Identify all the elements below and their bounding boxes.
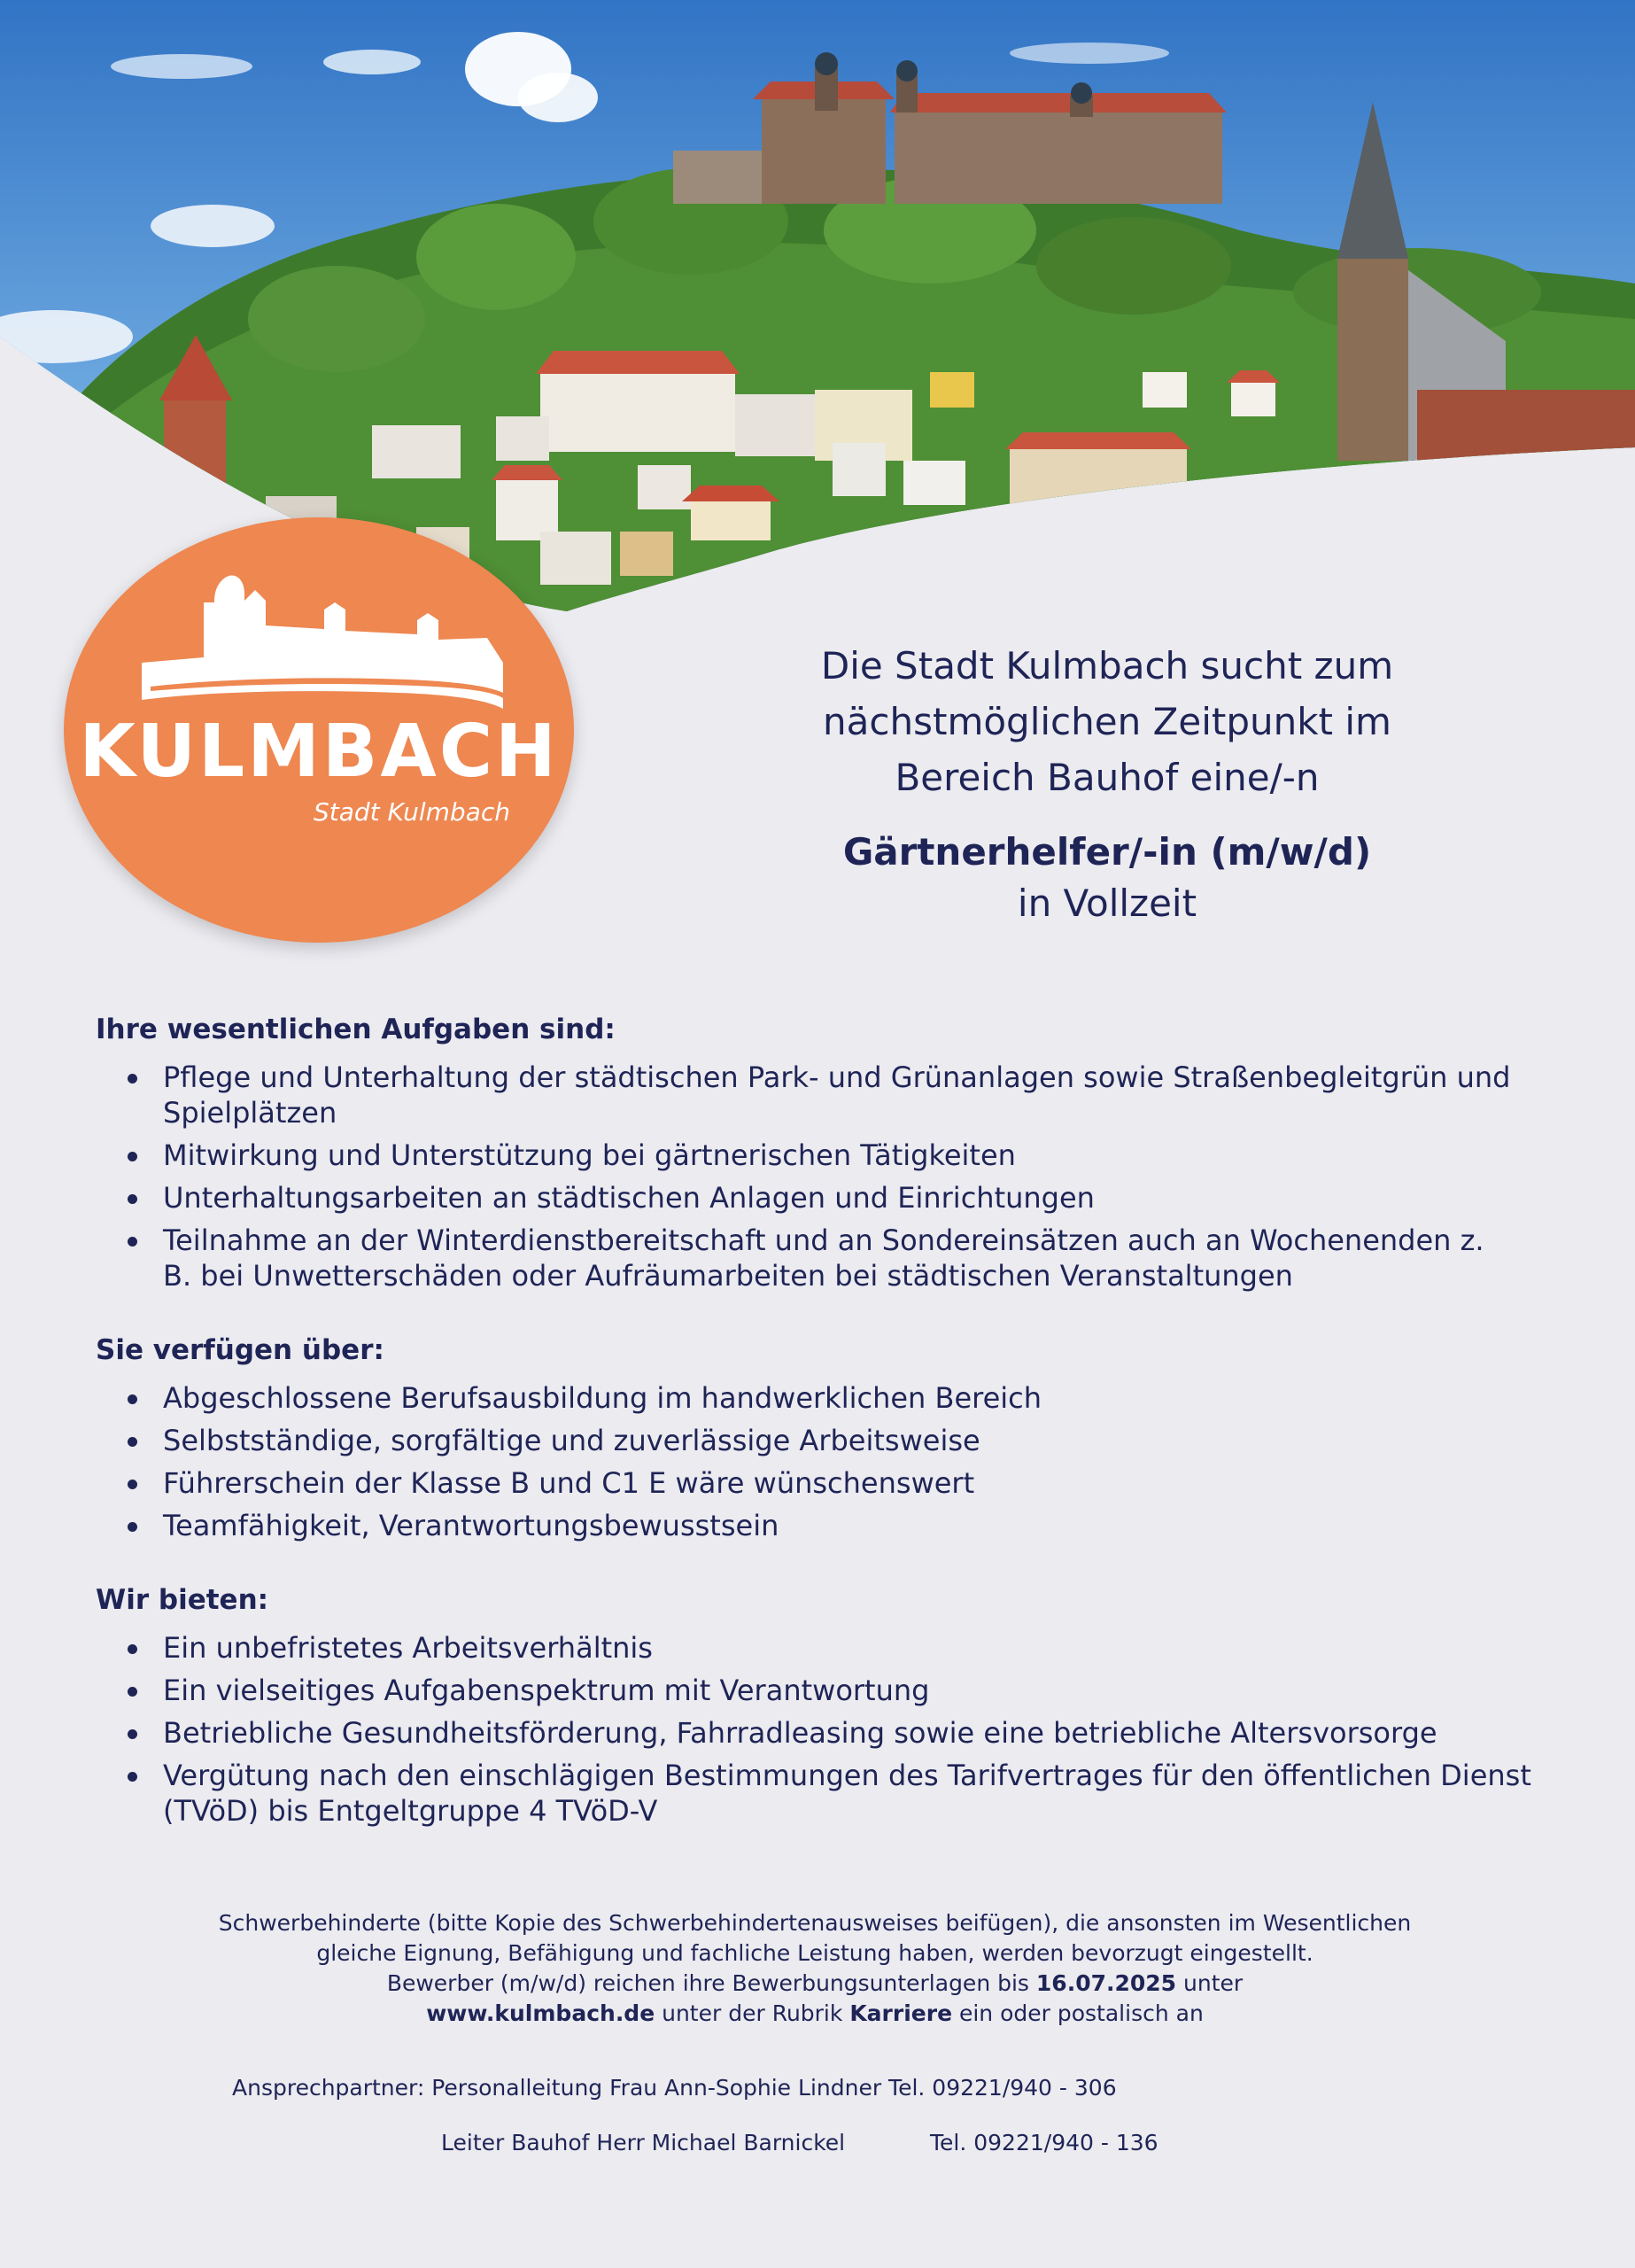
footer-text: ein oder postalisch an: [952, 2000, 1204, 2026]
deadline-date: 16.07.2025: [1035, 1970, 1177, 1996]
intro-line-3: Bereich Bauhof eine/-n: [895, 756, 1320, 799]
footer-text: unter: [1176, 1970, 1244, 1996]
list-item: Teamfähigkeit, Verantwortungsbewusstsein: [163, 1508, 1566, 1543]
list-item: Unterhaltungsarbeiten an städtischen Anlagen und Einrichtungen: [163, 1180, 1566, 1216]
footer-line-1: Schwerbehinderte (bitte Kopie des Schwerbehindertenausweises beifügen), die ansonsten im Wesentlichen: [218, 1910, 1412, 1936]
rubric-name: Karriere: [849, 2000, 953, 2026]
logo-subtitle: Stadt Kulmbach: [313, 797, 510, 827]
list-item: Pflege und Unterhaltung der städtischen Park- und Grünanlagen sowie Straßenbegleitgrün und Spielplätzen: [163, 1060, 1566, 1130]
list-item: Teilnahme an der Winterdienstbereitschaft und an Sondereinsätzen auch an Wochenenden z. B. bei Unwetterschäden oder Aufräumarbeiten bei städtischen Veranstaltungen: [163, 1223, 1566, 1293]
task-list: [96, 1060, 1566, 1293]
job-details: [96, 1012, 1566, 1836]
section-offer: [96, 1582, 1566, 1829]
list-item: Ein vielseitiges Aufgabenspektrum mit Verantwortung: [163, 1673, 1566, 1708]
intro-line-1: Die Stadt Kulmbach sucht zum: [820, 644, 1394, 687]
footer-text: Bewerber (m/w/d) reichen ihre Bewerbungsunterlagen bis: [386, 1970, 1036, 1996]
list-item: Mitwirkung und Unterstützung bei gärtnerischen Tätigkeiten: [163, 1138, 1566, 1173]
section-heading: Ihre wesentlichen Aufgaben sind:: [96, 1014, 616, 1045]
castle-silhouette-icon: [133, 558, 505, 718]
footer-line-2: gleiche Eignung, Befähigung und fachliche Leistung haben, werden bevorzugt eingestellt.: [316, 1940, 1313, 1966]
section-tasks: [96, 1012, 1566, 1293]
list-item: Ein unbefristetes Arbeitsverhältnis: [163, 1630, 1566, 1666]
contact-personnel: Ansprechpartner: Personalleitung Frau Ann-Sophie Lindner Tel. 09221/940 - 306: [232, 2075, 1117, 2101]
kulmbach-logo: [64, 517, 574, 943]
intro-line-2: nächstmöglichen Zeitpunkt im: [823, 700, 1391, 743]
list-item: Vergütung nach den einschlägigen Bestimmungen des Tarifvertrages für den öffentlichen Dienst (TVöD) bis Entgeltgruppe 4 TVöD-V: [163, 1758, 1566, 1829]
job-intro: [691, 638, 1523, 929]
list-item: Führerschein der Klasse B und C1 E wäre wünschenswert: [163, 1465, 1566, 1501]
list-item: Abgeschlossene Berufsausbildung im handwerklichen Bereich: [163, 1380, 1566, 1416]
section-heading: Wir bieten:: [96, 1584, 269, 1616]
logo-wordmark: KULMBACH: [79, 710, 559, 794]
website-link[interactable]: www.kulmbach.de: [426, 2000, 655, 2026]
list-item: Betriebliche Gesundheitsförderung, Fahrradleasing sowie eine betriebliche Altersvorsorge: [163, 1715, 1566, 1751]
footer-text: unter der Rubrik: [655, 2000, 850, 2026]
footer-line-3: [124, 1969, 1506, 1999]
contact-name: Leiter Bauhof Herr Michael Barnickel: [441, 2130, 846, 2155]
job-title: Gärtnerhelfer/-in (m/w/d): [842, 830, 1372, 874]
intro-lead: [691, 638, 1523, 805]
section-heading: Sie verfügen über:: [96, 1334, 384, 1366]
footer-line-4: [124, 1999, 1506, 2029]
offer-list: [96, 1630, 1566, 1829]
section-skills: [96, 1332, 1566, 1543]
skills-list: [96, 1380, 1566, 1543]
application-note: [124, 1908, 1506, 2029]
list-item: Selbstständige, sorgfältige und zuverlässige Arbeitsweise: [163, 1423, 1566, 1458]
contact-phone: Tel. 09221/940 - 136: [930, 2130, 1158, 2155]
contact-bauhof: [441, 2128, 1158, 2158]
employment-type: in Vollzeit: [1017, 882, 1197, 925]
